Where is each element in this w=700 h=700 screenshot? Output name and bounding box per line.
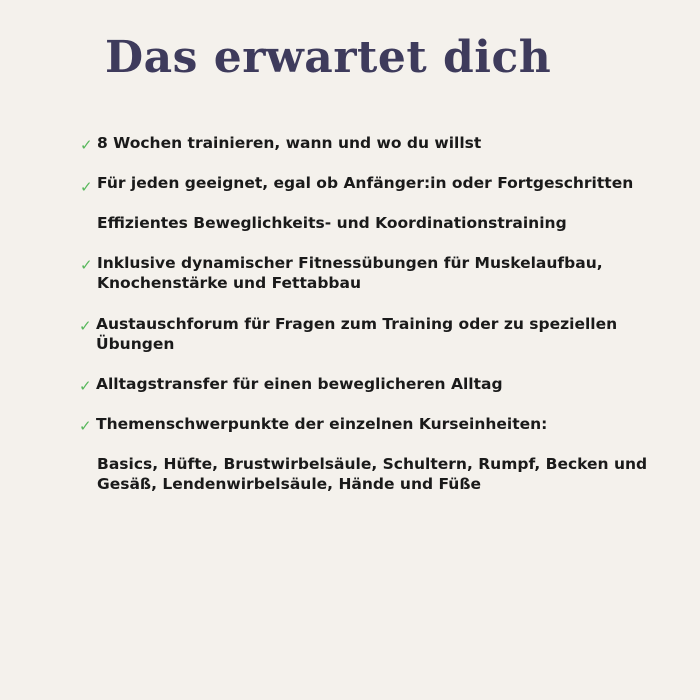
feature-item — [80, 133, 482, 154]
feature-text: Inklusive dynamischer Fitnessübungen für Muskelaufbau, — [97, 254, 603, 272]
feature-text: Gesäß, Lendenwirbelsäule, Hände und Füße — [97, 475, 481, 493]
feature-item — [97, 454, 647, 494]
check-icon: ✓ — [79, 417, 92, 435]
feature-text: Austauschforum für Fragen zum Training oder zu speziellen — [96, 315, 618, 333]
feature-text: Effizientes Beweglichkeits- und Koordinationstraining — [97, 214, 567, 232]
check-icon: ✓ — [79, 317, 92, 335]
check-icon: ✓ — [80, 256, 93, 274]
check-icon: ✓ — [80, 178, 93, 196]
feature-item — [97, 213, 567, 233]
feature-item — [79, 414, 548, 435]
feature-text: Für jeden geeignet, egal ob Anfänger:in oder Fortgeschritten — [97, 174, 634, 192]
feature-item — [79, 374, 503, 395]
feature-text: Alltagstransfer für einen beweglicheren Alltag — [96, 375, 503, 393]
page-title: Das erwartet dich — [105, 32, 552, 83]
feature-text: 8 Wochen trainieren, wann und wo du willst — [97, 134, 482, 152]
feature-item — [79, 314, 618, 354]
feature-text: Themenschwerpunkte der einzelnen Kurseinheiten: — [96, 415, 548, 433]
check-icon: ✓ — [79, 377, 92, 395]
feature-item — [80, 173, 634, 196]
check-icon: ✓ — [80, 136, 93, 154]
feature-text: Übungen — [96, 335, 175, 353]
feature-item — [80, 253, 603, 293]
feature-text: Basics, Hüfte, Brustwirbelsäule, Schultern, Rumpf, Becken und — [97, 455, 648, 473]
feature-text: Knochenstärke und Fettabbau — [97, 274, 361, 292]
